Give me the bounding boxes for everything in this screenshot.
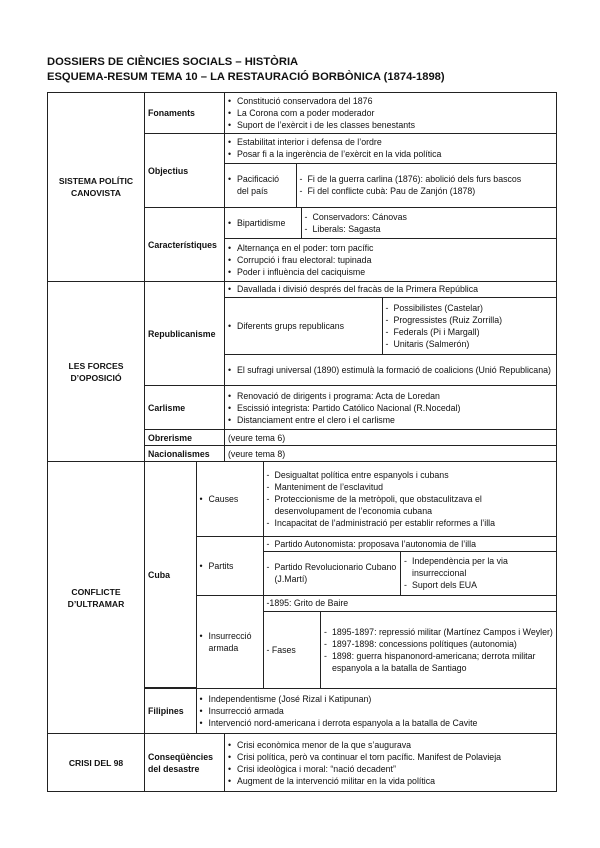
caracteristiques-content <box>225 208 557 282</box>
republicanisme-content <box>225 282 557 386</box>
cuba-filipines-content <box>145 462 557 689</box>
list-item: • El sufragi universal (1890) estimulà la formació de coalicions (Unió Republicana) <box>228 364 553 376</box>
causes-label: • Causes <box>200 493 260 505</box>
fases-label: - Fases <box>266 644 296 655</box>
section-crisi-98: CRISI DEL 98 <box>48 734 145 792</box>
category-objectius: Objectius <box>145 134 225 208</box>
list-item: • Suport de l’exèrcit i de les classes benestants <box>228 119 553 131</box>
partits-label: • Partits <box>200 560 260 572</box>
list-item: - Fi de la guerra carlina (1876): abolició dels furs bascos <box>300 173 554 185</box>
list-item: • Escissió integrista: Partido Católico Nacional (R.Nocedal) <box>228 402 553 414</box>
list-item: - Suport dels EUA <box>404 579 553 591</box>
fonaments-content <box>225 93 557 134</box>
consequencies-content <box>225 734 557 792</box>
insurreccio-label: • Insurrecció armada <box>200 630 260 654</box>
category-carlisme: Carlisme <box>145 386 225 430</box>
list-item: - Desigualtat política entre espanyols i cubans <box>267 469 554 481</box>
category-cuba: Cuba <box>145 462 196 688</box>
section-sistema-politic: SISTEMA POLÍTIC CANOVISTA <box>48 93 145 282</box>
list-item: - Manteniment de l’esclavitud <box>267 481 554 493</box>
list-item: • Crisi política, però va continuar el torn pacífic. Manifest de Polavieja <box>228 751 553 763</box>
grups-label: • Diferents grups republicans <box>228 320 379 332</box>
category-fonaments: Fonaments <box>145 93 225 134</box>
carlisme-content <box>225 386 557 430</box>
nacionalismes-content: (veure tema 8) <box>225 446 557 462</box>
list-item: • Posar fi a la ingerència de l’exèrcit en la vida política <box>228 148 553 160</box>
list-item: • Crisi econòmica menor de la que s’augurava <box>228 739 553 751</box>
list-item: • Davallada i divisió després del fracàs de la Primera República <box>228 283 553 295</box>
category-obrerisme: Obrerisme <box>145 430 225 446</box>
list-item: - 1895-1897: repressió militar (Martínez Campos i Weyler) <box>324 626 553 638</box>
list-item: - Partido Autonomista: proposava l’autonomia de l’illa <box>267 538 554 550</box>
bipartidisme-label: • Bipartidisme <box>228 217 298 229</box>
list-item: - 1898: guerra hispanonord-americana; derrota militar espanyola a la batalla de Santiago <box>324 650 553 674</box>
list-item: • Intervenció nord-americana i derrota espanyola a la batalla de Cavite <box>200 717 554 729</box>
list-item: - Possibilistes (Castelar) <box>386 302 554 314</box>
list-item: - Progressistes (Ruiz Zorrilla) <box>386 314 554 326</box>
list-item: • Poder i influència del caciquisme <box>228 266 553 278</box>
list-item: • Insurrecció armada <box>200 705 554 717</box>
grito-de-baire: -1895: Grito de Baire <box>264 596 557 612</box>
list-item: - 1897-1898: concessions polítiques (autonomia) <box>324 638 553 650</box>
list-item: • Augment de la intervenció militar en la vida política <box>228 775 553 787</box>
list-item: • Independentisme (José Rizal i Katipunan) <box>200 693 554 705</box>
list-item: • Constitució conservadora del 1876 <box>228 95 553 107</box>
list-item: • Distanciament entre el clero i el carlisme <box>228 414 553 426</box>
list-item: - Conservadors: Cánovas <box>305 211 554 223</box>
list-item: - Incapacitat de l’administració per establir reformes a l’illa <box>267 517 554 529</box>
list-item: • Corrupció i frau electoral: tupinada <box>228 254 553 266</box>
list-item: • Crisi ideològica i moral: “nació decadent” <box>228 763 553 775</box>
list-item: - Liberals: Sagasta <box>305 223 554 235</box>
category-caracteristiques: Característiques <box>145 208 225 282</box>
list-item: • Renovació de dirigents i programa: Acta de Loredan <box>228 390 553 402</box>
category-filipines: Filipines <box>145 689 196 733</box>
pacificacio-label: • Pacificació del país <box>228 173 293 197</box>
summary-table <box>47 92 557 792</box>
category-consequencies: Conseqüències del desastre <box>145 734 225 792</box>
list-item: - Partido Revolucionario Cubano (J.Martí) <box>267 561 398 585</box>
list-item: - Fi del conflicte cubà: Pau de Zanjón (1878) <box>300 185 554 197</box>
header-line-1: DOSSIERS DE CIÈNCIES SOCIALS – HISTÒRIA <box>47 56 299 68</box>
category-nacionalismes: Nacionalismes <box>145 446 225 462</box>
list-item: • La Corona com a poder moderador <box>228 107 553 119</box>
header-line-2: ESQUEMA-RESUM TEMA 10 – LA RESTAURACIÓ BORBÒNICA (1874-1898) <box>47 71 445 83</box>
list-item: • Alternança en el poder: torn pacífic <box>228 242 553 254</box>
section-forces-oposicio: LES FORCES D’OPOSICIÓ <box>48 282 145 462</box>
objectius-content <box>225 134 557 208</box>
list-item: • Estabilitat interior i defensa de l’ordre <box>228 136 553 148</box>
list-item: - Unitaris (Salmerón) <box>386 338 554 350</box>
filipines-content <box>145 689 557 734</box>
fases-label-text: Fases <box>271 644 296 655</box>
list-item: - Proteccionisme de la metròpoli, que obstaculitzava el desenvolupament de l’economia cubana <box>267 493 554 517</box>
list-item: - Independència per la via insurreccional <box>404 555 553 579</box>
document-header <box>47 55 567 85</box>
category-republicanisme: Republicanisme <box>145 282 225 386</box>
list-item: - Federals (Pi i Margall) <box>386 326 554 338</box>
section-conflicte-ultramar: CONFLICTE D’ULTRAMAR <box>48 462 145 734</box>
obrerisme-content: (veure tema 6) <box>225 430 557 446</box>
